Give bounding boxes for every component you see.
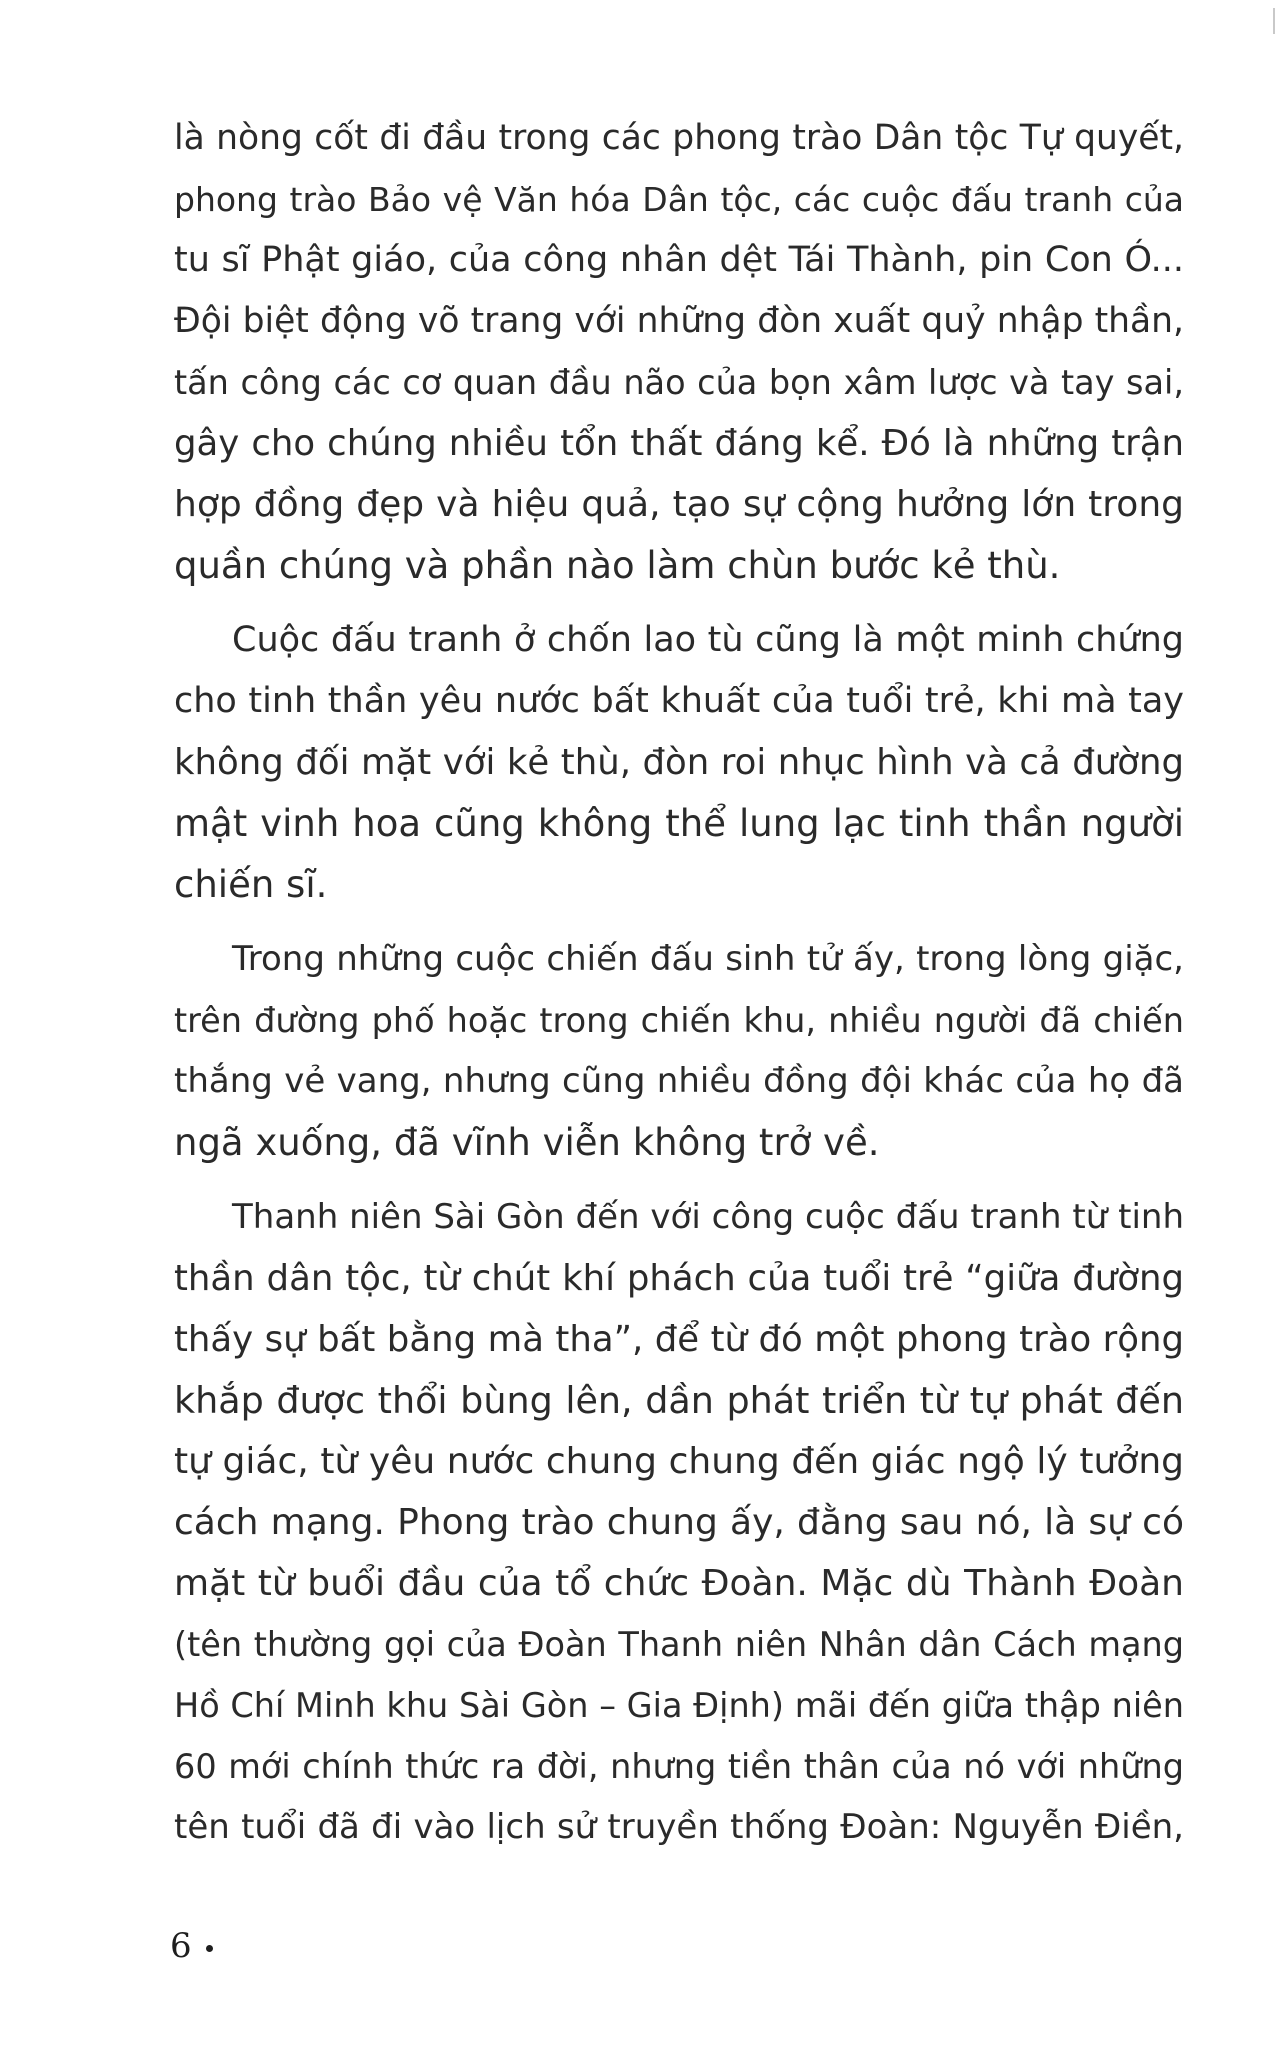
text-line: quần chúng và phần nào làm chùn bước kẻ thù. [174,544,1061,587]
text-line: tên tuổi đã đi vào lịch sử truyền thống Đoàn: Nguyễn Điền, [174,1807,1184,1847]
paragraph-gap [174,1173,1184,1187]
text-line: tấn công các cơ quan đầu não của bọn xâm lược và tay sai, [174,363,1184,402]
scan-edge-mark [1273,8,1275,34]
text-line: Thanh niên Sài Gòn đến với công cuộc đấu tranh từ tinh [232,1197,1184,1237]
text-line: thần dân tộc, từ chút khí phách của tuổi trẻ “giữa đường [174,1258,1184,1299]
text-line: hợp đồng đẹp và hiệu quả, tạo sự cộng hưởng lớn trong [174,484,1184,525]
paragraph [174,929,1184,1173]
text-line: Đội biệt động võ trang với những đòn xuất quỷ nhập thần, [174,301,1184,341]
page-number: 6 [170,1926,192,1966]
text-line: ngã xuống, đã vĩnh viễn không trở về. [174,1121,880,1164]
text-line: Trong những cuộc chiến đấu sinh tử ấy, trong lòng giặc, [232,939,1184,979]
text-line: Hồ Chí Minh khu Sài Gòn – Gia Định) mãi đến giữa thập niên [174,1686,1184,1725]
text-line: cho tinh thần yêu nước bất khuất của tuổi trẻ, khi mà tay [174,681,1184,721]
text-line: Cuộc đấu tranh ở chốn lao tù cũng là một minh chứng [232,620,1184,660]
text-line: gây cho chúng nhiều tổn thất đáng kể. Đó là những trận [174,423,1184,464]
bullet-dot-icon [206,1945,213,1952]
text-line: mật vinh hoa cũng không thể lung lạc tinh thần người [174,802,1184,845]
text-line: thắng vẻ vang, nhưng cũng nhiều đồng đội khác của họ đã [174,1061,1184,1101]
text-line: mặt từ buổi đầu của tổ chức Đoàn. Mặc dù Thành Đoàn [174,1563,1184,1604]
paragraph [174,108,1184,596]
body-text [174,108,1184,1858]
text-line: là nòng cốt đi đầu trong các phong trào Dân tộc Tự quyết, [174,118,1184,158]
text-line: cách mạng. Phong trào chung ấy, đằng sau nó, là sự có [174,1502,1184,1543]
text-line: chiến sĩ. [174,863,328,906]
text-line: (tên thường gọi của Đoàn Thanh niên Nhân dân Cách mạng [174,1625,1184,1664]
paragraph [174,1187,1184,1858]
text-line: khắp được thổi bùng lên, dần phát triển từ tự phát đến [174,1379,1184,1422]
paragraph-gap [174,596,1184,610]
text-line: không đối mặt với kẻ thù, đòn roi nhục hình và cả đường [174,742,1184,783]
text-line: trên đường phố hoặc trong chiến khu, nhiều người đã chiến [174,1001,1184,1040]
text-line: tự giác, từ yêu nước chung chung đến giác ngộ lý tưởng [174,1441,1184,1482]
text-line: 60 mới chính thức ra đời, nhưng tiền thân của nó với những [174,1747,1184,1786]
paragraph-gap [174,915,1184,929]
text-line: tu sĩ Phật giáo, của công nhân dệt Tái Thành, pin Con Ó... [174,240,1184,280]
text-line: phong trào Bảo vệ Văn hóa Dân tộc, các cuộc đấu tranh của [174,180,1184,219]
text-line: thấy sự bất bằng mà tha”, để từ đó một phong trào rộng [174,1319,1184,1360]
paragraph [174,610,1184,915]
page-footer [170,1926,213,1966]
